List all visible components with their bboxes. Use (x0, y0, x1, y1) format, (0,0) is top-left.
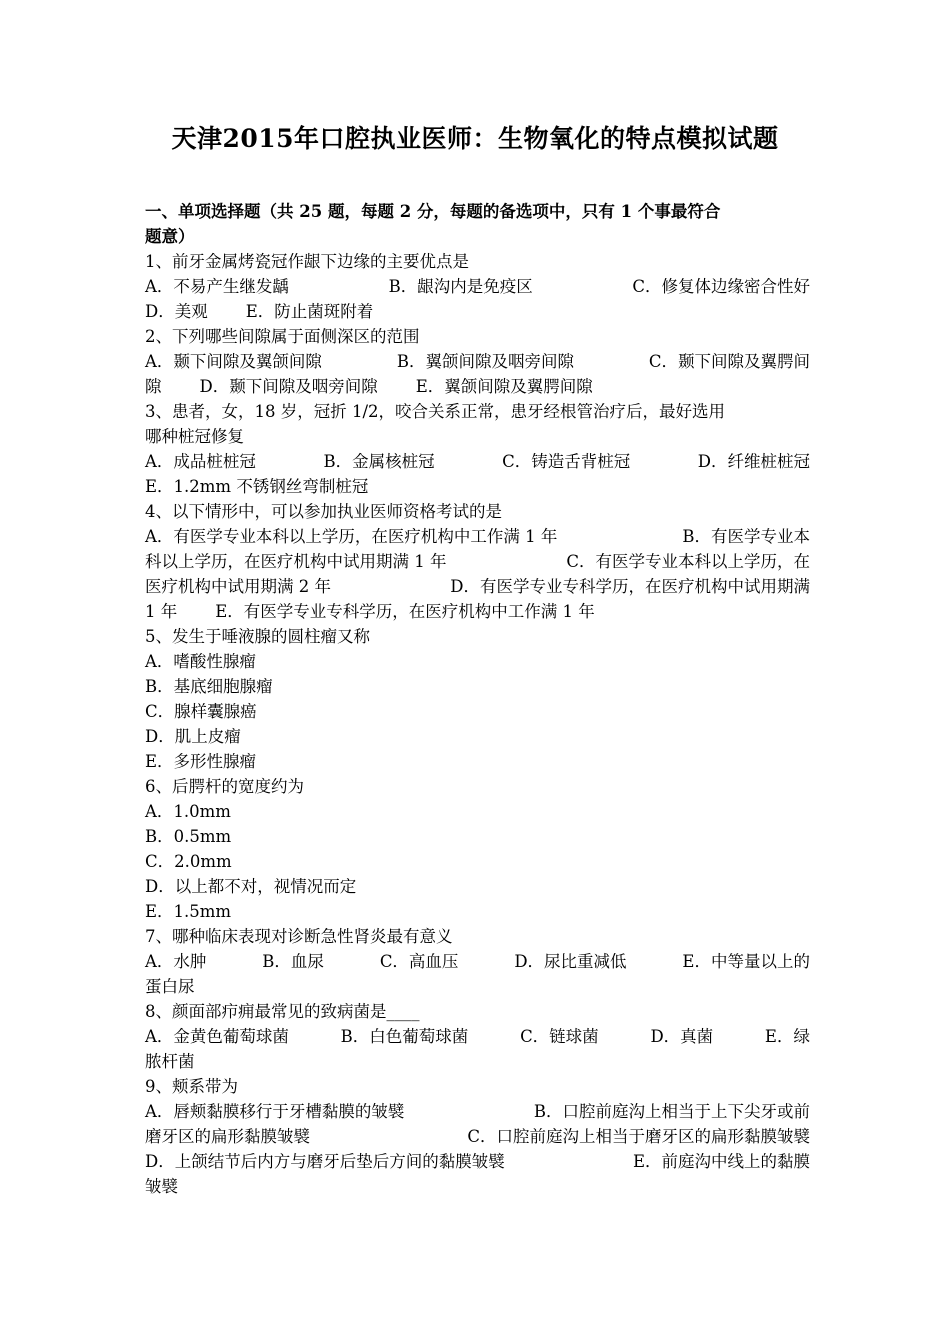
option-a: A．成品桩桩冠 (145, 452, 256, 471)
option-b-continued: 磨牙区的扁形黏膜皱襞 (145, 1127, 310, 1146)
option-a: A．颞下间隙及翼颌间隙 (145, 352, 322, 371)
question-8 (145, 999, 810, 1074)
option-e: E．多形性腺瘤 (145, 752, 257, 771)
question-stem-continued: 哪种桩冠修复 (145, 427, 244, 446)
option-row (145, 274, 810, 299)
option-row (145, 599, 810, 624)
option-e-continued: 脓杆菌 (145, 1052, 195, 1071)
option-d: D．上颌结节后内方与磨牙后垫后方间的黏膜皱襞 (145, 1152, 505, 1171)
option-c: C．2.0mm (145, 852, 232, 871)
option-b: B．翼颌间隙及咽旁间隙 (396, 352, 574, 371)
question-6 (145, 774, 810, 924)
question-stem: 2、下列哪些间隙属于面侧深区的范围 (145, 327, 420, 346)
option-d: D．颞下间隙及咽旁间隙 (199, 377, 378, 396)
option-e-continued: 蛋白尿 (145, 977, 195, 996)
option-d-continued: 1 年 (145, 602, 178, 621)
option-c: C．有医学专业本科以上学历，在 (566, 552, 810, 571)
question-5 (145, 624, 810, 774)
option-c-continued: 隙 (145, 377, 162, 396)
question-9 (145, 1074, 810, 1199)
option-c: C．铸造舌背桩冠 (502, 452, 631, 471)
option-row (145, 449, 810, 474)
option-d: D．以上都不对，视情况而定 (145, 877, 357, 896)
option-b: B．血尿 (262, 952, 324, 971)
option-b: B．金属核桩冠 (323, 452, 435, 471)
option-d: D．美观 (145, 302, 208, 321)
option-a: A．不易产生继发龋 (145, 277, 289, 296)
section-heading-line1: 一、单项选择题（共 25 题，每题 2 分，每题的备选项中，只有 1 个事最符合 (145, 202, 721, 221)
question-stem: 7、哪种临床表现对诊断急性肾炎最有意义 (145, 927, 453, 946)
option-row (145, 1149, 810, 1174)
option-b-continued: 科以上学历，在医疗机构中试用期满 1 年 (145, 552, 447, 571)
option-b: B．白色葡萄球菌 (340, 1027, 469, 1046)
option-a: A．金黄色葡萄球菌 (145, 1027, 289, 1046)
option-c: C．口腔前庭沟上相当于磨牙区的扁形黏膜皱襞 (467, 1127, 810, 1146)
option-b: B．口腔前庭沟上相当于上下尖牙或前 (533, 1102, 810, 1121)
question-stem: 4、以下情形中，可以参加执业医师资格考试的是 (145, 502, 502, 521)
question-1 (145, 249, 810, 324)
question-stem: 9、颊系带为 (145, 1077, 238, 1096)
option-e: E．中等量以上的 (682, 952, 810, 971)
option-b: B．基底细胞腺瘤 (145, 677, 273, 696)
document-body (145, 199, 810, 1199)
question-stem: 8、颜面部疖痈最常见的致病菌是____ (145, 1002, 420, 1021)
option-e: E．前庭沟中线上的黏膜 (632, 1152, 810, 1171)
option-a: A．1.0mm (145, 802, 231, 821)
option-d: D．纤维桩桩冠 (697, 452, 810, 471)
option-row (145, 524, 810, 549)
option-e: E．1.5mm (145, 902, 232, 921)
option-b: B．0.5mm (145, 827, 232, 846)
option-e-continued: 皱襞 (145, 1177, 178, 1196)
question-stem: 5、发生于唾液腺的圆柱瘤又称 (145, 627, 370, 646)
question-stem: 1、前牙金属烤瓷冠作龈下边缘的主要优点是 (145, 252, 469, 271)
option-d: D．真菌 (650, 1027, 714, 1046)
option-c: C．修复体边缘密合性好 (632, 277, 810, 296)
question-stem: 3、患者，女，18 岁，冠折 1/2，咬合关系正常，患牙经根管治疗后，最好选用 (145, 402, 726, 421)
section-heading (145, 199, 810, 249)
option-b: B．龈沟内是免疫区 (388, 277, 533, 296)
option-c-continued: 医疗机构中试用期满 2 年 (145, 577, 331, 596)
option-e: E．防止菌斑附着 (245, 302, 374, 321)
option-row (145, 949, 810, 974)
option-a: A．嗜酸性腺瘤 (145, 652, 256, 671)
option-e: E．绿 (764, 1027, 810, 1046)
option-row (145, 349, 810, 374)
option-c: C．颞下间隙及翼腭间 (648, 352, 810, 371)
option-e: E．有医学专业专科学历，在医疗机构中工作满 1 年 (215, 602, 595, 621)
option-row (145, 1024, 810, 1049)
option-row (145, 1099, 810, 1124)
section-heading-line2: 题意） (145, 227, 195, 246)
option-c: C．高血压 (379, 952, 459, 971)
option-b: B．有医学专业本 (682, 527, 810, 546)
question-2 (145, 324, 810, 399)
option-row (145, 299, 810, 324)
option-d: D．有医学专业专科学历，在医疗机构中试用期满 (450, 577, 810, 596)
option-a: A．有医学专业本科以上学历，在医疗机构中工作满 1 年 (145, 527, 558, 546)
question-stem: 6、后腭杆的宽度约为 (145, 777, 304, 796)
option-e: E．1.2mm 不锈钢丝弯制桩冠 (145, 477, 369, 496)
option-row (145, 374, 810, 399)
option-row (145, 1124, 810, 1149)
option-c: C．腺样囊腺癌 (145, 702, 257, 721)
question-3 (145, 399, 810, 499)
option-c: C．链球菌 (520, 1027, 599, 1046)
option-a: A．水肿 (145, 952, 207, 971)
question-7 (145, 924, 810, 999)
option-a: A．唇颊黏膜移行于牙槽黏膜的皱襞 (145, 1102, 405, 1121)
option-e: E．翼颌间隙及翼腭间隙 (415, 377, 593, 396)
option-d: D．肌上皮瘤 (145, 727, 241, 746)
option-row (145, 549, 810, 574)
option-row (145, 574, 810, 599)
question-4 (145, 499, 810, 624)
document-title: 天津2015年口腔执业医师：生物氧化的特点模拟试题 (171, 124, 779, 153)
option-d: D．尿比重减低 (514, 952, 627, 971)
